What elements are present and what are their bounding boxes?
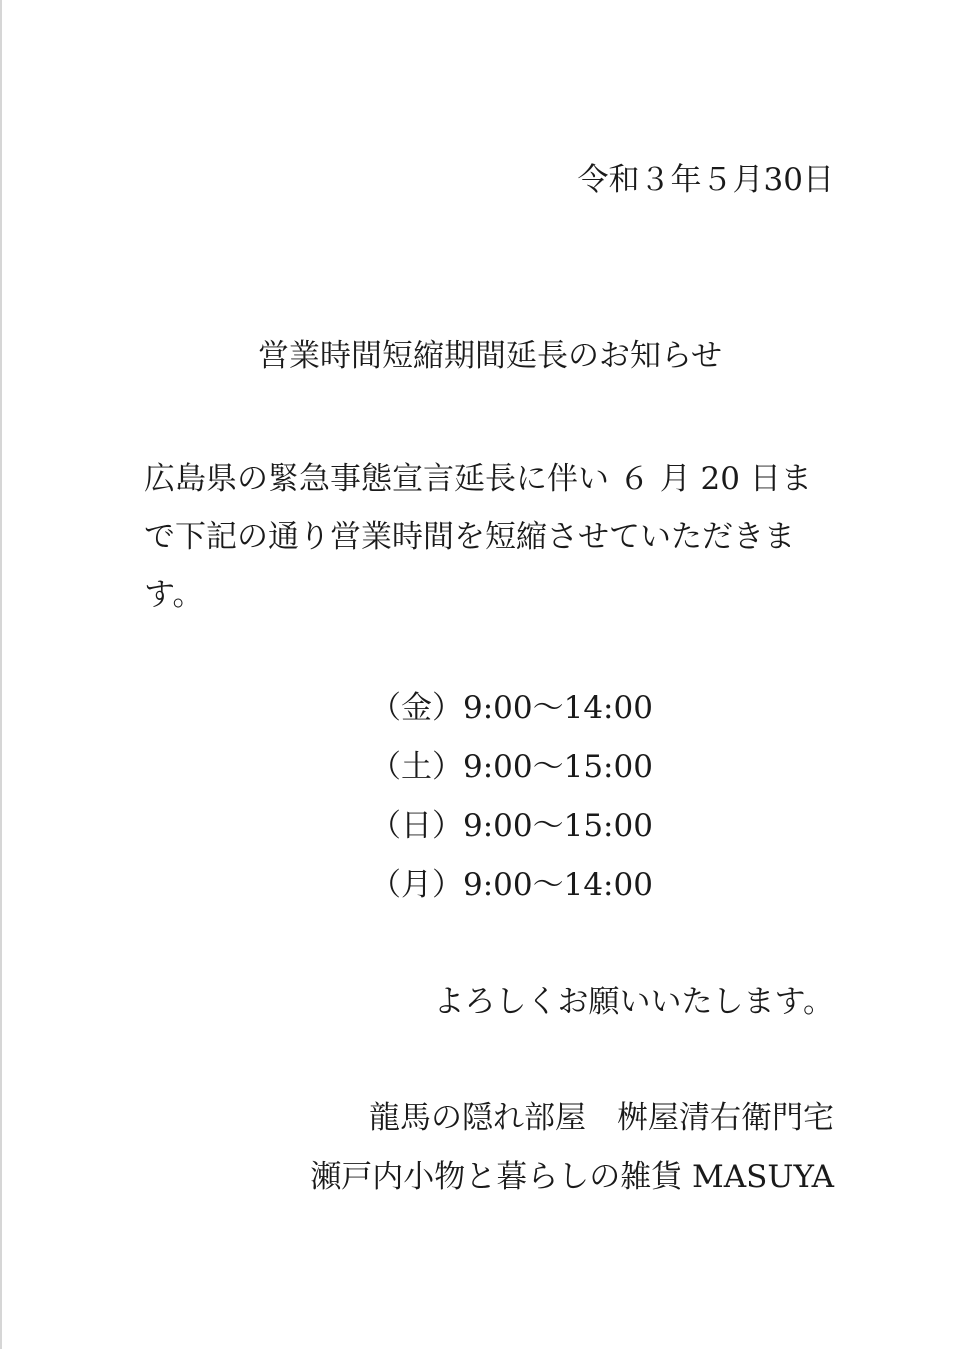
page-edge-line [0,0,2,1349]
signature-line-2: 瀬戸内小物と暮らしの雑貨 MASUYA [310,1159,834,1195]
body-line: で下記の通り営業時間を短縮させていただきま [144,519,795,555]
body-line: す。 [144,577,204,613]
notice-title: 営業時間短縮期間延長のお知らせ [257,338,723,374]
hours-row-saturday: （土）9:00〜15:00 [370,749,653,785]
hours-row-sunday: （日）9:00〜15:00 [370,808,653,844]
notice-date: 令和３年５月30日 [577,162,834,198]
body-line: 広島県の緊急事態宣言延長に伴い ６ 月 20 日ま [144,461,812,497]
hours-row-friday: （金）9:00〜14:00 [370,690,653,726]
hours-row-monday: （月）9:00〜14:00 [370,867,653,903]
business-hours-list [370,686,653,922]
notice-body [144,450,844,624]
signature-block [310,1096,834,1214]
closing-greeting: よろしくお願いいたします。 [433,984,834,1020]
signature-line-1: 龍馬の隠れ部屋 桝屋清右衛門宅 [369,1100,834,1136]
